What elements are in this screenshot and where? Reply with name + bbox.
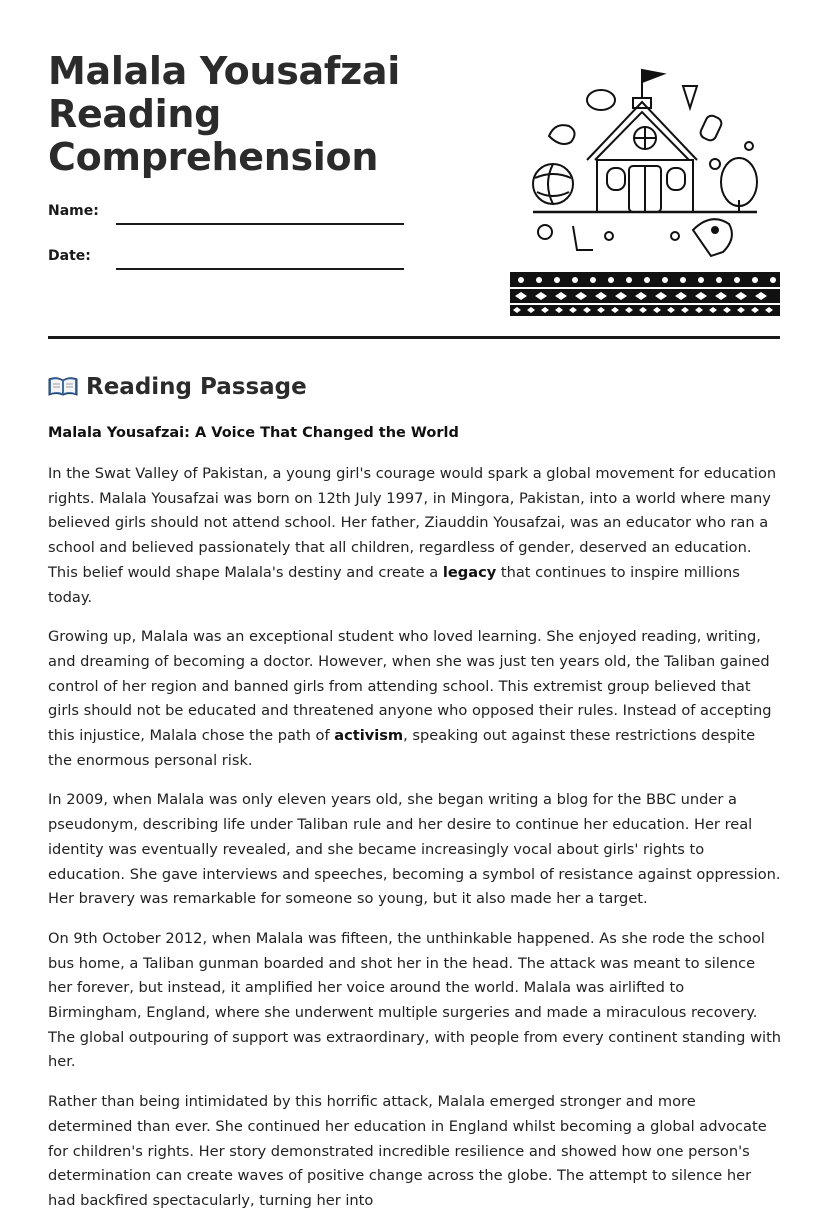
passage-paragraph-1: In the Swat Valley of Pakistan, a young girl's courage would spark a global movement for education rights. Malala Yousafzai was born on 12th July 1997, in Mingora, Pakistan, into a world where many believed girls should not attend school. Her father, Ziauddin Yousafzai, was an educator who ran a school and believed passionately that all children, regardless of gender, deserved an education. This belief would shape Malala's destiny and create a legacy that continues to inspire millions today. — [48, 465, 777, 606]
section-title-text: Reading Passage — [86, 374, 307, 400]
passage-paragraph-2: Growing up, Malala was an exceptional student who loved learning. She enjoyed reading, writing, and dreaming of becoming a doctor. However, when she was just ten years old, the Taliban gained control of her region and banned girls from attending school. This extremist group believed that girls should not be educated and threatened anyone who opposed their rules. Instead of accepting this injustice, Malala chose the path of activism, speaking out against these restrictions despite the enormous personal risk. — [48, 628, 772, 769]
passage-paragraph-5: Rather than being intimidated by this horrific attack, Malala emerged stronger and more determined than ever. She continued her education in England whilst becoming a global advocate for children's rights. Her story demonstrated incredible resilience and showed how one person's determination can create waves of positive change across the globe. The attempt to silence her had backfired spectacularly, turning her into — [48, 1093, 767, 1209]
passage-title: Malala Yousafzai: A Voice That Changed the World — [48, 425, 459, 441]
page-title: Malala Yousafzai Reading Comprehension — [48, 49, 400, 179]
date-line — [116, 268, 404, 270]
vocab-term-legacy: legacy — [442, 563, 497, 581]
passage-paragraph-3: In 2009, when Malala was only eleven years old, she began writing a blog for the BBC under a pseudonym, describing life under Taliban rule and her desire to continue her education. Her real identity was eventually revealed, and she became increasingly vocal about girls' rights to education. She gave interviews and speeches, becoming a symbol of resistance against oppression. Her bravery was remarkable for someone so young, but it also made her a target. — [48, 791, 781, 908]
passage-paragraph-4: On 9th October 2012, when Malala was fifteen, the unthinkable happened. As she rode the school bus home, a Taliban gunman boarded and shot her in the head. The attack was meant to silence her forever, but instead, it amplified her voice around the world. Malala was airlifted to Birmingham, England, where she underwent multiple surgeries and made a miraculous recovery. The global outpouring of support was extraordinary, with people from every continent standing with her. — [48, 929, 782, 1071]
header-divider — [48, 336, 780, 339]
open-book-icon — [48, 376, 78, 396]
school-house-illustration — [505, 60, 785, 320]
reading-passage — [48, 462, 782, 1229]
name-label: Name: — [48, 203, 99, 219]
name-line — [116, 223, 404, 225]
vocab-term-activism: activism — [334, 727, 404, 745]
section-heading — [48, 374, 307, 400]
date-label: Date: — [48, 248, 91, 264]
